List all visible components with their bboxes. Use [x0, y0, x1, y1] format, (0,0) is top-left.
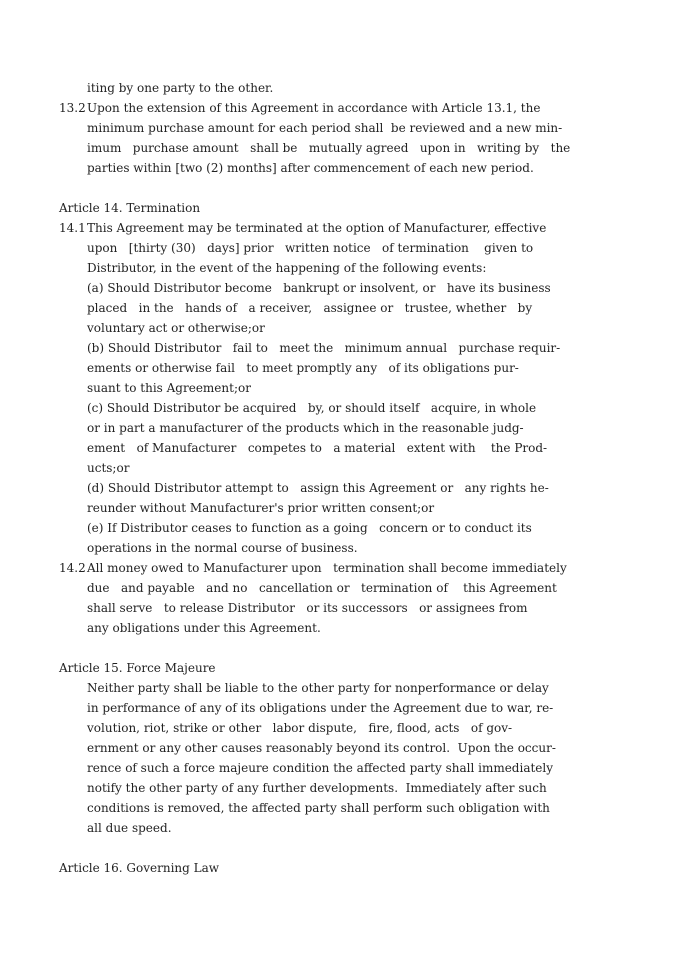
- line-text: This Agreement may be terminated at the option of Manufacturer, effective: [87, 221, 547, 235]
- line-text: reunder without Manufacturer's prior written consent;or: [87, 501, 435, 515]
- line-text: ernment or any other causes reasonably beyond its control. Upon the occur-: [87, 741, 556, 755]
- line-text: placed in the hands of a receiver, assignee or trustee, whether by: [87, 301, 533, 315]
- text-line: [59, 498, 559, 518]
- text-line: [59, 218, 559, 238]
- line-text: imum purchase amount shall be mutually agreed upon in writing by the: [87, 141, 571, 155]
- text-line: [59, 138, 571, 158]
- line-text: due and payable and no cancellation or termination of this Agreement: [87, 581, 557, 595]
- text-line: [59, 578, 559, 598]
- text-line: [59, 518, 559, 538]
- line-text: or in part a manufacturer of the products which in the reasonable judg-: [87, 421, 524, 435]
- text-line: [59, 278, 559, 298]
- blank-line: [59, 178, 559, 198]
- line-text: ucts;or: [87, 461, 130, 475]
- text-line: [59, 78, 559, 98]
- text-line: [59, 398, 559, 418]
- line-text: minimum purchase amount for each period shall be reviewed and a new min-: [87, 121, 563, 135]
- text-line: [59, 618, 559, 638]
- text-line: [59, 98, 559, 118]
- line-text: All money owed to Manufacturer upon termination shall become immediately: [87, 561, 567, 575]
- text-line: [59, 258, 559, 278]
- line-text: shall serve to release Distributor or its successors or assignees from: [87, 601, 528, 615]
- text-line: [59, 238, 559, 258]
- line-text: Neither party shall be liable to the other party for nonperformance or delay: [87, 681, 549, 695]
- clause-number: 14.1: [59, 221, 86, 235]
- line-text: upon [thirty (30) days] prior written notice of termination given to: [87, 241, 534, 255]
- document-page: [59, 78, 571, 878]
- line-text: Upon the extension of this Agreement in accordance with Article 13.1, the: [87, 101, 541, 115]
- line-text: voluntary act or otherwise;or: [87, 321, 265, 335]
- line-text: (e) If Distributor ceases to function as a going concern or to conduct its: [87, 521, 532, 535]
- line-text: (a) Should Distributor become bankrupt or insolvent, or have its business: [87, 281, 551, 295]
- text-line: [59, 538, 559, 558]
- line-text: parties within [two (2) months] after commencement of each new period.: [87, 161, 534, 175]
- line-text: (b) Should Distributor fail to meet the minimum annual purchase requir-: [87, 341, 561, 355]
- text-line: [59, 758, 559, 778]
- text-line: [59, 118, 563, 138]
- line-text: all due speed.: [87, 821, 172, 835]
- text-line: [59, 438, 559, 458]
- line-text: conditions is removed, the affected party shall perform such obligation with: [87, 801, 550, 815]
- text-line: [59, 738, 559, 758]
- text-line: [59, 418, 559, 438]
- line-text: rence of such a force majeure condition the affected party shall immediately: [87, 761, 554, 775]
- line-text: suant to this Agreement;or: [87, 381, 251, 395]
- text-line: [59, 378, 559, 398]
- article-heading: [59, 198, 559, 218]
- blank-line: [59, 838, 559, 858]
- text-line: [59, 818, 559, 838]
- text-line: [59, 698, 559, 718]
- line-text: any obligations under this Agreement.: [87, 621, 321, 635]
- line-text: volution, riot, strike or other labor dispute, fire, flood, acts of gov-: [87, 721, 513, 735]
- line-text: (c) Should Distributor be acquired by, or should itself acquire, in whole: [87, 401, 537, 415]
- text-line: [59, 778, 559, 798]
- article-heading: [59, 858, 559, 878]
- line-text: Distributor, in the event of the happening of the following events:: [87, 261, 487, 275]
- text-line: [59, 478, 559, 498]
- heading-text: Article 16. Governing Law: [59, 861, 220, 875]
- clause-number: 13.2: [59, 101, 86, 115]
- text-line: [59, 158, 559, 178]
- line-text: iting by one party to the other.: [87, 81, 274, 95]
- text-line: [59, 298, 559, 318]
- line-text: notify the other party of any further developments. Immediately after such: [87, 781, 547, 795]
- line-text: ement of Manufacturer competes to a material extent with the Prod-: [87, 441, 548, 455]
- line-text: ements or otherwise fail to meet promptly any of its obligations pur-: [87, 361, 519, 375]
- text-line: [59, 798, 559, 818]
- line-text: (d) Should Distributor attempt to assign this Agreement or any rights he-: [87, 481, 549, 495]
- heading-text: Article 14. Termination: [59, 201, 201, 215]
- blank-line: [59, 638, 559, 658]
- text-line: [59, 458, 559, 478]
- text-line: [59, 338, 559, 358]
- heading-text: Article 15. Force Majeure: [59, 661, 216, 675]
- article-heading: [59, 658, 559, 678]
- clause-number: 14.2: [59, 561, 86, 575]
- text-line: [59, 318, 559, 338]
- text-line: [59, 358, 559, 378]
- text-line: [59, 598, 559, 618]
- text-line: [59, 678, 559, 698]
- line-text: in performance of any of its obligations under the Agreement due to war, re-: [87, 701, 554, 715]
- text-line: [59, 558, 567, 578]
- line-text: operations in the normal course of business.: [87, 541, 358, 555]
- text-line: [59, 718, 559, 738]
